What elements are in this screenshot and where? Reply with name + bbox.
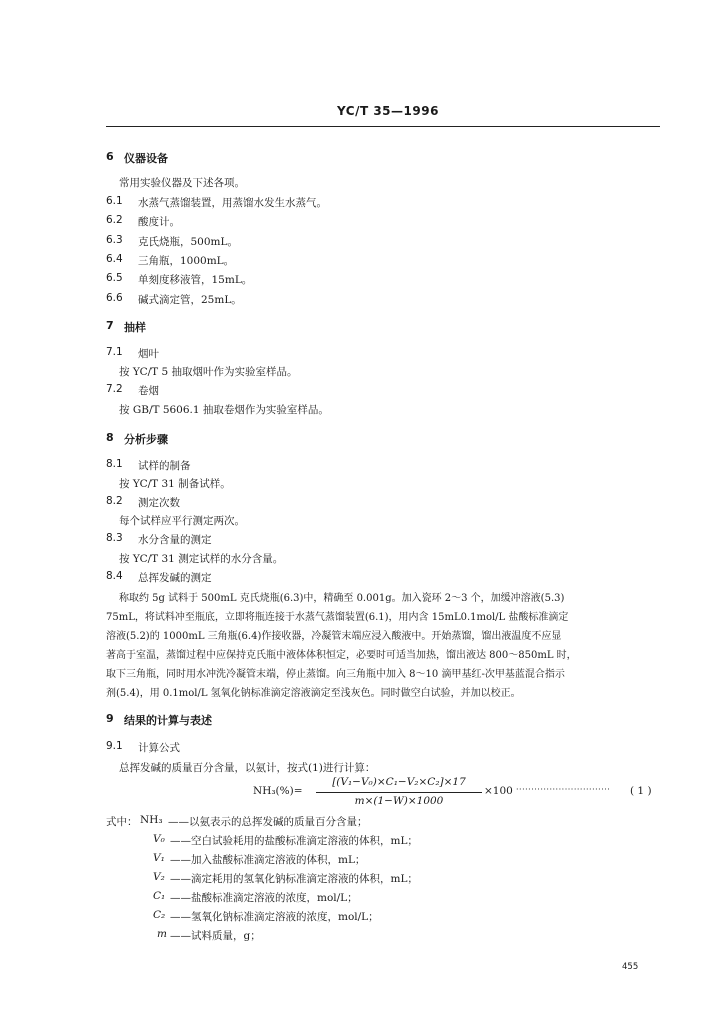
item-6-2-text: 酸度计。 <box>138 216 180 228</box>
item-6-4-text: 三角瓶，1000mL。 <box>138 255 235 267</box>
item-8-2-number: 8.2 <box>106 495 123 507</box>
section-6-number: 6 <box>106 150 114 163</box>
item-6-6-number: 6.6 <box>106 292 123 304</box>
section-7-number: 7 <box>106 319 114 332</box>
header-rule <box>106 126 660 127</box>
var-v0-symbol: V₀ <box>153 833 165 845</box>
section-9-number: 9 <box>106 712 114 725</box>
var-v2-symbol: V₂ <box>153 871 165 883</box>
item-6-5-text: 单刻度移液管，15mL。 <box>138 274 253 286</box>
item-6-3-number: 6.3 <box>106 234 123 246</box>
procedure-line-2: 75mL，将试料冲至瓶底，立即将瓶连接于水蒸气蒸馏装置(6.1)，用内含 15mL0.1mol/L 盐酸标准滴定 <box>106 612 569 623</box>
var-c2-desc: ——氢氧化钠标准滴定溶液的浓度，mol/L； <box>170 911 379 923</box>
var-v2-desc: ——滴定耗用的氢氧化钠标准滴定溶液的体积，mL； <box>170 873 418 885</box>
item-6-2-number: 6.2 <box>106 214 123 226</box>
equation-label: ( 1 ) <box>630 785 652 797</box>
item-7-1-number: 7.1 <box>106 346 123 358</box>
item-6-3-text: 克氏烧瓶，500mL。 <box>138 236 238 248</box>
formula-lhs: NH₃(%)= <box>253 785 303 797</box>
item-8-4-title: 总挥发碱的测定 <box>138 572 212 584</box>
item-8-3-number: 8.3 <box>106 532 123 544</box>
var-m-symbol: m <box>157 928 167 940</box>
formula-intro: 总挥发碱的质量百分含量，以氨计，按式(1)进行计算： <box>119 762 376 774</box>
procedure-line-1: 称取约 5g 试料于 500mL 克氏烧瓶(6.3)中，精确至 0.001g。加入瓷环 2～3 个，加缓冲溶液(5.3) <box>119 593 565 604</box>
section-6-intro: 常用实验仪器及下述各项。 <box>119 177 245 189</box>
item-6-1-text: 水蒸气蒸馏装置，用蒸馏水发生水蒸气。 <box>138 197 327 209</box>
section-8-number: 8 <box>106 431 114 444</box>
item-8-2-text: 每个试样应平行测定两次。 <box>119 515 245 527</box>
item-9-1-title: 计算公式 <box>138 742 180 754</box>
formula-dots: ······························· <box>516 785 611 794</box>
var-nh3-symbol: NH₃ <box>140 814 163 826</box>
procedure-line-4: 著高于室温，蒸馏过程中应保持克氏瓶中液体体积恒定，必要时可适当加热，馏出液达 800～850mL 时， <box>106 650 577 661</box>
item-6-1-number: 6.1 <box>106 195 123 207</box>
var-v1-symbol: V₁ <box>153 852 165 864</box>
standard-code: YC/T 35—1996 <box>337 104 439 118</box>
item-9-1-number: 9.1 <box>106 740 123 752</box>
section-7-title: 抽样 <box>124 321 146 334</box>
section-9-title: 结果的计算与表述 <box>124 714 212 727</box>
var-m-desc: ——试料质量，g； <box>170 930 261 942</box>
item-8-2-title: 测定次数 <box>138 497 180 509</box>
var-nh3-desc: ——以氨表示的总挥发碱的质量百分含量； <box>168 816 368 828</box>
section-8-title: 分析步骤 <box>124 433 168 446</box>
item-8-3-title: 水分含量的测定 <box>138 534 212 546</box>
var-v0-desc: ——空白试验耗用的盐酸标准滴定溶液的体积，mL； <box>170 835 418 847</box>
item-7-2-text: 按 GB/T 5606.1 抽取卷烟作为实验室样品。 <box>119 404 329 416</box>
item-8-3-text: 按 YC/T 31 测定试样的水分含量。 <box>119 553 284 565</box>
where-intro: 式中： <box>106 816 138 828</box>
item-7-2-title: 卷烟 <box>138 385 159 397</box>
item-8-4-number: 8.4 <box>106 570 123 582</box>
item-7-2-number: 7.2 <box>106 383 123 395</box>
item-7-1-text: 按 YC/T 5 抽取烟叶作为实验室样品。 <box>119 366 298 378</box>
var-c2-symbol: C₂ <box>153 909 166 921</box>
item-7-1-title: 烟叶 <box>138 348 159 360</box>
page-number: 455 <box>622 962 639 972</box>
var-v1-desc: ——加入盐酸标准滴定溶液的体积，mL； <box>170 854 366 866</box>
formula-numerator: [(V₁−V₀)×C₁−V₂×C₂]×17 <box>332 776 466 788</box>
var-c1-desc: ——盐酸标准滴定溶液的浓度，mol/L； <box>170 892 358 904</box>
item-6-6-text: 碱式滴定管，25mL。 <box>138 294 242 306</box>
item-8-1-number: 8.1 <box>106 458 123 470</box>
fraction-bar <box>316 792 482 793</box>
procedure-line-6: 剂(5.4)，用 0.1mol/L 氢氧化钠标准滴定溶液滴定至浅灰色。同时做空白试验，并加以校正。 <box>106 688 521 699</box>
var-c1-symbol: C₁ <box>153 890 166 902</box>
item-6-5-number: 6.5 <box>106 272 123 284</box>
section-6-title: 仪器设备 <box>124 152 168 165</box>
formula-denominator: m×(1−W)×1000 <box>354 795 444 807</box>
formula-tail: ×100 <box>484 785 513 797</box>
procedure-line-5: 取下三角瓶，同时用水冲洗冷凝管末端，停止蒸馏。向三角瓶中加入 8～10 滴甲基红-次甲基蓝混合指示 <box>106 669 565 680</box>
item-6-4-number: 6.4 <box>106 253 123 265</box>
procedure-line-3: 溶液(5.2)的 1000mL 三角瓶(6.4)作接收器，冷凝管末端应浸入酸液中。开始蒸馏，馏出液温度不应显 <box>106 631 562 642</box>
item-8-1-title: 试样的制备 <box>138 460 191 472</box>
item-8-1-text: 按 YC/T 31 制备试样。 <box>119 478 231 490</box>
